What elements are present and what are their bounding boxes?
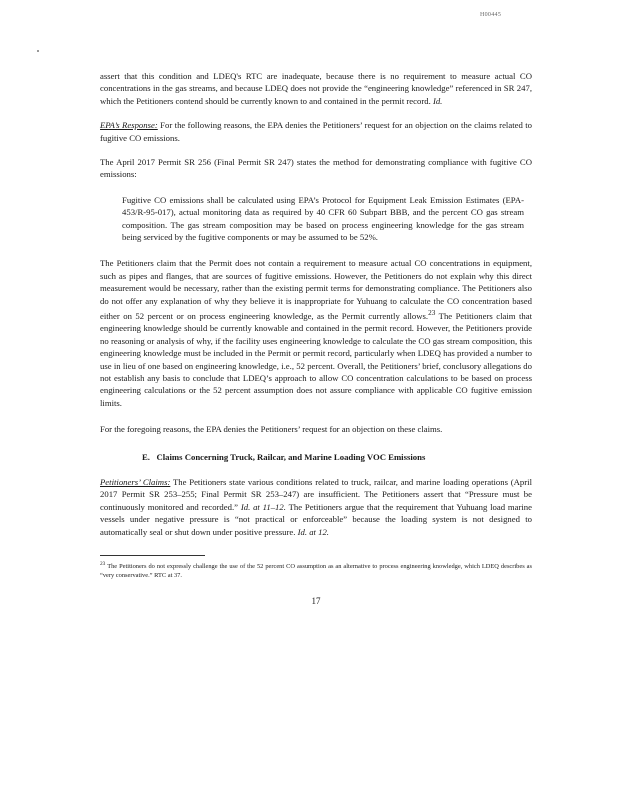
paragraph-2-text: For the following reasons, the EPA denies the Petitioners’ request for an objection on the claims related to fugitive CO emissions. — [100, 120, 532, 143]
epa-response-label: EPA’s Response: — [100, 120, 158, 131]
paragraph-1-text: assert that this condition and LDEQ's RTC are inadequate, because there is no requirement to measure actual CO concentrations in the gas streams, and because LDEQ does not provide the “engineering knowledge” referenced in SR 247, which the Petitioners contend should be currently known to and contained in the permit record. — [100, 71, 532, 106]
scan-speck — [37, 50, 39, 52]
footnote-number: 23 — [100, 561, 106, 568]
footnote-text: The Petitioners do not expressly challenge the use of the 52 percent CO assumption as an alternative to process engineering knowledge, which LDEQ describes as “very conservative.” RTC at 37. — [100, 563, 532, 580]
page-number: 17 — [311, 596, 321, 607]
paragraph-4 — [100, 257, 532, 409]
document-body — [100, 70, 532, 608]
paragraph-6-cite-2: Id. at 12. — [297, 526, 329, 537]
petitioners-claims-label: Petitioners’ Claims: — [100, 477, 171, 488]
paragraph-1-cite: Id. — [432, 95, 443, 106]
paragraph-6-text-b: The Petitioners argue that the requirement that Yuhuang load marine vessels under negative pressure is “not practical or enforceable” because the loading system is not designed to automatically seal or shut down under positive pressure. — [100, 501, 533, 537]
bates-number: H00445 — [480, 12, 502, 18]
paragraph-6-cite: Id. at 11–12. — [240, 501, 286, 512]
footnote-rule — [100, 555, 205, 556]
paragraph-5: For the foregoing reasons, the EPA denies the Petitioners’ request for an objection on these claims. — [100, 424, 443, 435]
paragraph-1 — [100, 70, 532, 107]
block-quote: Fugitive CO emissions shall be calculated using EPA’s Protocol for Equipment Leak Emission Estimates (EPA-453/R-95-017), actual monitoring data as required by 40 CFR 60 Subpart BBB, and the percent CO gas stream composition. The gas stream composition may be based on process engineering knowledge for the gas stream being serviced by the fugitive components or may be assumed to be 52%. — [122, 194, 524, 243]
footnote-ref: 23 — [428, 309, 436, 318]
footnote — [100, 560, 532, 580]
section-heading — [100, 451, 532, 463]
paragraph-6 — [100, 476, 532, 538]
paragraph-3: The April 2017 Permit SR 256 (Final Permit SR 247) states the method for demonstrating compliance with fugitive CO emissions: — [100, 157, 532, 180]
section-heading-letter: E. — [142, 451, 150, 462]
paragraph-2 — [100, 119, 532, 144]
section-heading-text: Claims Concerning Truck, Railcar, and Marine Loading VOC Emissions — [156, 451, 426, 462]
paragraph-4-text-b: The Petitioners claim that engineering knowledge should be currently knowable and contained in the permit record. However, the Petitioners provide no reasoning or analysis of why, if the facility uses engineering knowledge to calculate the CO gas stream composition, this engineering knowledge must be included in the Permit or permit record, particularly when LDEQ has provided a number to use in lieu of one based on engineering knowledge, i.e., 52 percent. Overall, the Petitioners’ brief, conclusory allegations do not establish any basis to conclude that LDEQ’s approach to allow CO concentration calculations to be based on process engineering calculations or the 52 percent assumption does not assure compliance with applicable CO fugitive emission limits. — [100, 310, 532, 408]
paragraph-4-text-a: The Petitioners claim that the Permit does not contain a requirement to measure actual CO concentrations in equipment, such as pipes and flanges, that are sources of fugitive emissions. However, the Petitioners do not explain why this direct measurement would be necessary, rather than the existing permit terms for demonstrating compliance. The Petitioners also do not offer any explanation of why they believe it is inappropriate for Yuhuang to calculate the CO concentration based either on 52 percent or on process engineering knowledge, as the Permit currently allows. — [100, 258, 532, 321]
paragraph-6-text: The Petitioners state various conditions related to truck, railcar, and marine loading operations (April 2017 Permit SR 253–255; Final Permit SR 253–247) are insufficient. The Petitioners assert that “Pressure must be continuously monitored and recorded.” — [100, 477, 532, 512]
